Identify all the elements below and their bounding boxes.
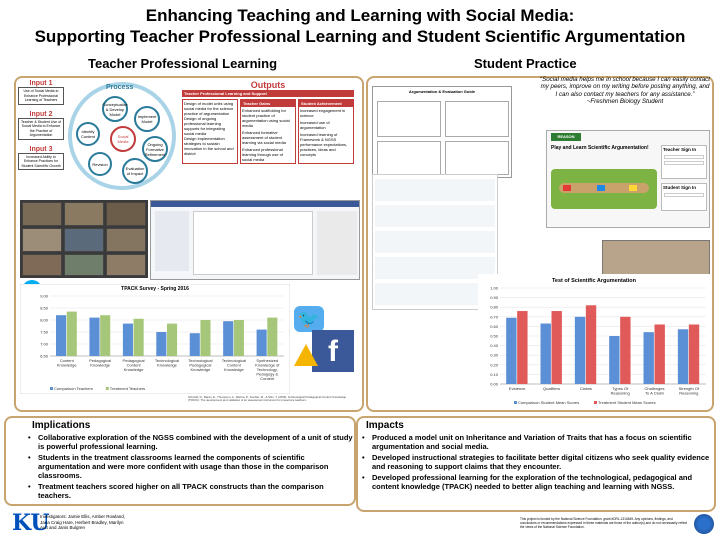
process-cycle	[68, 82, 176, 190]
y-tick-label: 0.10	[490, 371, 498, 377]
teacher-gain-item: Enhanced scaffolding for student practice of argumentation using social media	[242, 108, 290, 128]
category-label: Pedagogical	[189, 362, 212, 368]
student-sign-in-label: Student Sign In	[663, 185, 696, 190]
right-panel	[366, 76, 714, 412]
category-label: Content	[126, 362, 141, 368]
teacher-password-field[interactable]	[664, 161, 704, 165]
input-2-label: Input 2	[29, 110, 53, 118]
student-item: Increased learning of Framework & NGSS performance expectations, practices, ideas and concepts	[300, 132, 348, 157]
outputs-header: Teacher Professional Learning and Support	[182, 90, 354, 97]
tweet	[375, 205, 495, 227]
implication-item: • Treatment teachers scored higher on all TPACK constructs than the comparison teachers.	[24, 482, 354, 500]
student-sign-in-box	[661, 183, 707, 211]
implications-list	[6, 433, 354, 500]
tpack-chart	[20, 284, 290, 394]
design-box	[182, 99, 238, 164]
category-label: Technological	[221, 358, 246, 363]
bar	[678, 329, 688, 384]
quote-text: “Social media helps me in school because I can easily contact my peers, improve on my writing before posting anything, and I can also contact my teachers for any assistance.”	[540, 76, 710, 98]
category-label: To A Claim	[645, 390, 664, 396]
impact-item: • Developed professional learning for the exploration of the technological, pedagogical and content knowledge (TPACK) needed to better align teaching and learning with NGSS.	[358, 473, 714, 491]
process-title: Process	[106, 84, 134, 91]
bar	[190, 333, 200, 356]
category-label: Content	[226, 362, 241, 368]
tweet	[375, 257, 495, 279]
legend-label: Comparison Student Mean Scores	[518, 400, 580, 405]
facebook-sidebar	[155, 211, 189, 271]
y-tick-label: 0.30	[490, 352, 498, 358]
input-1-label: Input 1	[29, 80, 53, 87]
category-label: Knowledge	[190, 367, 211, 372]
node-conceptualize: Conceptualize & Develop Model	[102, 96, 128, 122]
category-label: Pedagogical	[122, 358, 145, 363]
left-panel	[14, 76, 364, 412]
y-tick-label: 1.00	[490, 285, 498, 291]
bar	[257, 330, 267, 356]
node-ongoing: Ongoing Formative Refinement	[142, 136, 168, 162]
node-identify: Identify Content	[76, 122, 100, 146]
poster-title-line2: Supporting Teacher Professional Learning and Student Scientific Argumentation	[34, 27, 686, 46]
car-icon	[563, 185, 571, 191]
category-label: Pedagogical	[89, 358, 112, 363]
bar	[56, 315, 66, 356]
y-tick-label: 8.50	[40, 305, 48, 311]
input-3-label: Input 3	[29, 145, 53, 153]
bar	[689, 324, 699, 384]
teacher-sign-in-label: Teacher Sign In	[663, 147, 697, 152]
legend-label: Comparison Teachers	[54, 386, 93, 391]
impacts-box	[356, 416, 716, 512]
category-label: Knowledge	[157, 362, 177, 368]
category-label: Knowledge	[56, 362, 77, 368]
category-label: Content	[59, 358, 74, 363]
investigators-text: Investigators: Jamie Ellis, Amber Rowland, Jana Craig Hare, Herbert Bradley, Marilyn Ault and Janis Bulgren	[40, 514, 126, 530]
video-tile	[22, 228, 62, 252]
y-tick-label: 0.90	[490, 295, 498, 301]
legend-swatch	[594, 401, 597, 404]
funding-disclaimer: This project is funded by the National Science Foundation, grant #DRL-1316645. Any opinions, findings, and conclusions or recommendations expressed in these materials are those of the author(s) and do not necessarily reflect the views of the National Science Foundation.	[520, 517, 688, 529]
outputs-title: Outputs	[250, 80, 286, 90]
video-tile	[64, 254, 104, 276]
tpack-chart-title: TPACK Survey - Spring 2016	[121, 286, 189, 292]
student-achievement-title: Student Achievement	[299, 100, 353, 107]
implications-box	[4, 416, 356, 506]
teacher-gains-box	[240, 99, 296, 164]
node-revision: Revision	[88, 152, 112, 176]
y-tick-label: 0.50	[490, 333, 498, 339]
category-label: Types Of	[612, 386, 629, 391]
bar	[506, 318, 516, 384]
student-achievement-box	[298, 99, 354, 164]
outputs-column	[182, 80, 354, 164]
design-item: Design of model units using social media for the science practice of argumentation	[184, 101, 234, 116]
teacher-gain-item: Enhanced professional learning through use of social media	[242, 147, 283, 162]
student-quote	[540, 76, 710, 106]
design-item: Design of ongoing professional learning supports for integrating social media	[184, 116, 225, 136]
guide-box	[377, 101, 441, 137]
bar	[517, 311, 527, 384]
impact-item: • Produced a model unit on Inheritance and Variation of Traits that has a focus on scientific argumentation and social media.	[358, 433, 714, 451]
game-board	[551, 169, 657, 209]
ku-logo: KU	[12, 510, 50, 536]
legend-swatch	[514, 401, 517, 404]
bar	[123, 324, 133, 356]
left-section-heading: Teacher Professional Learning	[88, 56, 278, 71]
nsf-logo-icon	[694, 514, 714, 534]
bar	[134, 319, 144, 356]
bar	[541, 324, 551, 384]
video-tile	[64, 202, 104, 226]
guide-box	[377, 141, 441, 175]
category-label: Knowledge	[223, 367, 244, 372]
category-label: Reasoning	[610, 390, 630, 396]
student-item: Increased use of argumentation	[300, 120, 330, 130]
category-label: Knowledge	[123, 367, 144, 372]
legend-label: Treatment Student Mean Scores	[598, 400, 656, 405]
car-icon	[597, 185, 605, 191]
bar	[67, 312, 77, 356]
category-label: Knowledge	[90, 362, 111, 368]
twitter-logo-icon: 🐦	[294, 306, 324, 332]
bar	[552, 311, 562, 384]
game-screenshot	[546, 130, 710, 228]
student-item: Increased engagement in science	[300, 108, 346, 118]
video-tile	[106, 228, 146, 252]
bar	[223, 321, 233, 356]
bar	[620, 317, 630, 384]
tweet	[375, 179, 495, 201]
teacher-gain-item: Enhanced formative assessment of student learning via social media	[242, 130, 286, 145]
bar	[575, 317, 585, 384]
teacher-sign-in-box	[661, 145, 707, 179]
bar	[609, 336, 619, 384]
y-tick-label: 0.00	[490, 381, 498, 387]
design-item: Design implementation strategies to sustain innovation in the school and district	[184, 136, 234, 156]
category-label: Pedagogy &	[256, 371, 279, 377]
student-code-field[interactable]	[664, 193, 704, 197]
bar	[167, 324, 177, 356]
impacts-title: Impacts	[366, 420, 404, 431]
tweet	[375, 283, 495, 305]
bar	[100, 315, 110, 356]
bar	[644, 332, 654, 384]
category-label: Reasoning	[679, 390, 699, 396]
argumentation-chart	[478, 274, 710, 408]
google-drive-logo-icon	[294, 344, 318, 366]
y-tick-label: 0.70	[490, 314, 498, 320]
video-tile	[22, 254, 62, 276]
input-1-box: Use of Social Media to Enhance Professional Learning of Teachers	[18, 87, 64, 105]
guide-box	[445, 101, 509, 137]
bar	[156, 332, 166, 356]
facebook-logo-icon: f	[312, 330, 354, 372]
facebook-feed	[193, 211, 313, 275]
node-evaluation: Evaluation of Impact	[122, 158, 148, 184]
facebook-right-column	[317, 211, 357, 275]
node-implement: Implement Model	[134, 106, 160, 132]
guide-box	[445, 141, 509, 175]
argumentation-chart-title: Test of Scientific Argumentation	[551, 278, 637, 284]
y-tick-label: 7.50	[40, 329, 48, 335]
argumentation-guide-worksheet	[372, 86, 512, 178]
category-label: Technological	[188, 358, 213, 363]
y-tick-label: 0.80	[490, 304, 498, 310]
right-section-heading: Student Practice	[474, 56, 577, 71]
facebook-top-bar	[151, 201, 359, 207]
legend-swatch	[106, 387, 109, 390]
category-label: Strength Of	[678, 386, 700, 391]
y-tick-label: 7.00	[40, 341, 48, 347]
input-3-box: Increased Ability to Enhance Practices for Student Scientific Growth	[18, 153, 64, 171]
poster-title-line1: Enhancing Teaching and Learning with Social Media:	[145, 6, 575, 25]
category-label: Synthesized	[256, 358, 279, 363]
inputs-column	[18, 80, 64, 170]
y-tick-label: 9.00	[40, 293, 48, 299]
category-label: Claims	[579, 386, 592, 391]
implications-title: Implications	[32, 420, 91, 431]
teacher-gains-title: Teacher Gains	[241, 100, 295, 107]
category-label: Evidence	[508, 386, 526, 391]
bar	[200, 320, 210, 356]
y-tick-label: 8.00	[40, 317, 48, 323]
game-title: Play and Learn Scientific Argumentation!	[551, 145, 649, 151]
outputs-grid	[182, 99, 354, 164]
node-social-media: Social Media	[110, 126, 136, 152]
bar	[586, 305, 596, 384]
y-tick-label: 0.20	[490, 362, 498, 368]
bar	[89, 318, 99, 356]
category-label: Content	[260, 376, 275, 381]
bar	[655, 324, 665, 384]
y-tick-label: 0.40	[490, 343, 498, 349]
legend-label: Treatment Teachers	[109, 386, 146, 391]
tpack-citation: Schmidt, D., Baran, E., Thompson, A., Mishra, P., Koehler, M., & Shin, T. (2009). Technological Pedagogical Content Knowledge (TPACK): The development and validation of an assessment instrument for preservice teachers.	[188, 395, 347, 403]
video-tile	[106, 254, 146, 276]
implication-item: • Collaborative exploration of the NGSS combined with the development of a unit of study is powerful professional learning.	[24, 433, 354, 451]
guide-title: Argumentation & Evaluation Guide	[408, 89, 476, 94]
category-label: Challenges	[644, 386, 665, 391]
y-tick-label: 6.50	[40, 353, 48, 359]
tweet	[375, 231, 495, 253]
car-icon	[629, 185, 637, 191]
bar	[267, 318, 277, 356]
category-label: Technology,	[256, 367, 278, 372]
y-tick-label: 0.60	[490, 323, 498, 329]
game-logo-icon: REASON	[551, 133, 581, 141]
impacts-list	[358, 433, 714, 491]
input-2-box: Teacher & Student Use of Social Media to Enhance the Practice of Argumentation	[18, 118, 64, 140]
video-tile	[64, 228, 104, 252]
video-conference-screenshot	[20, 200, 148, 278]
category-label: Knowledge of	[255, 362, 280, 368]
facebook-group-screenshot	[150, 200, 360, 280]
video-tile	[106, 202, 146, 226]
category-label: Qualifiers	[543, 386, 560, 391]
video-tile	[22, 202, 62, 226]
impact-item: • Developed instructional strategies to facilitate better digital citizens who seek quality evidence and reasoning to support claims that they encounter.	[358, 453, 714, 471]
teacher-username-field[interactable]	[664, 155, 704, 159]
bar	[234, 320, 244, 356]
implication-item: • Students in the treatment classrooms learned the components of scientific argumentation and were more confident with usage than those in the comparison classrooms.	[24, 453, 354, 480]
legend-swatch	[50, 387, 53, 390]
category-label: Technological	[154, 358, 180, 363]
quote-attribution: ~Freshmen Biology Student	[586, 98, 664, 106]
